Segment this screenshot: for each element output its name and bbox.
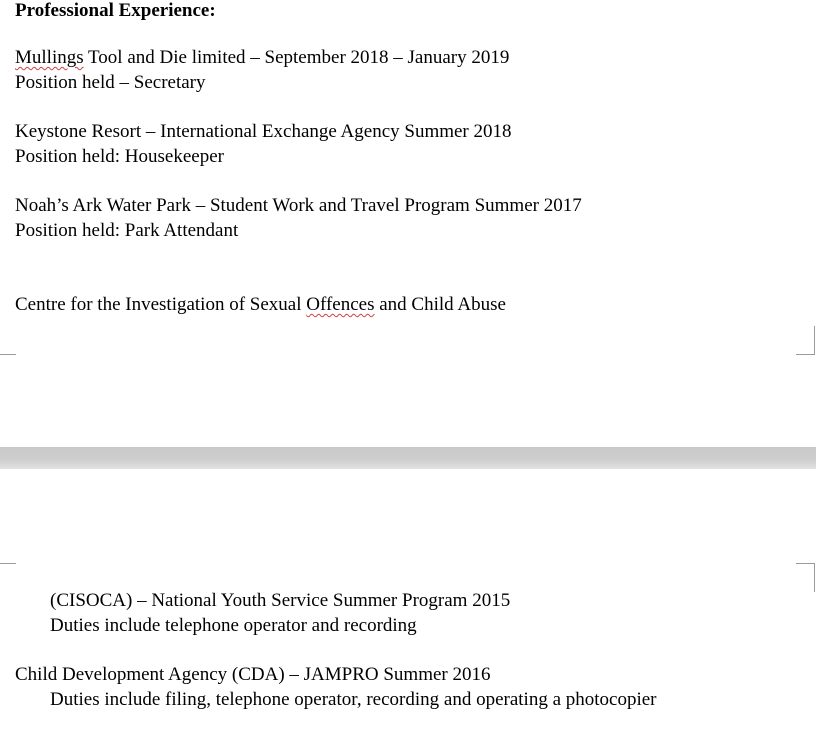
employer-text: Tool and Die limited – September 2018 – January 2019 (83, 47, 510, 68)
page-break-gap (0, 447, 816, 469)
employer-line-mullings (15, 47, 509, 69)
employer-text: Centre for the Investigation of Sexual (15, 294, 307, 315)
page-corner-mark-bottom-right (796, 326, 815, 355)
employer-text: and Child Abuse (374, 294, 506, 315)
misspelled-word[interactable]: Offences (306, 294, 375, 315)
employer-line-cda: Child Development Agency (CDA) – JAMPRO Summer 2016 (15, 664, 491, 685)
position-line-noahs-ark: Position held: Park Attendant (15, 220, 239, 241)
page-corner-mark-bottom-left (0, 326, 16, 355)
document-page-2[interactable] (0, 469, 816, 746)
employer-line-noahs-ark: Noah’s Ark Water Park – Student Work and Travel Program Summer 2017 (15, 195, 582, 216)
cisoca-continued-line: (CISOCA) – National Youth Service Summer Program 2015 (50, 590, 511, 611)
section-heading: Professional Experience: (15, 0, 216, 21)
page-corner-mark-top-right (796, 563, 815, 592)
position-line-mullings: Position held – Secretary (15, 72, 206, 93)
misspelled-word[interactable]: Mullings (15, 47, 84, 68)
page-corner-mark-top-left (0, 563, 16, 592)
cisoca-duties-line: Duties include telephone operator and recording (50, 615, 417, 636)
cda-duties-line: Duties include filing, telephone operator, recording and operating a photocopier (50, 689, 657, 710)
position-line-keystone: Position held: Housekeeper (15, 146, 224, 167)
employer-line-keystone: Keystone Resort – International Exchange Agency Summer 2018 (15, 121, 512, 142)
employer-line-cisoca (15, 294, 506, 316)
